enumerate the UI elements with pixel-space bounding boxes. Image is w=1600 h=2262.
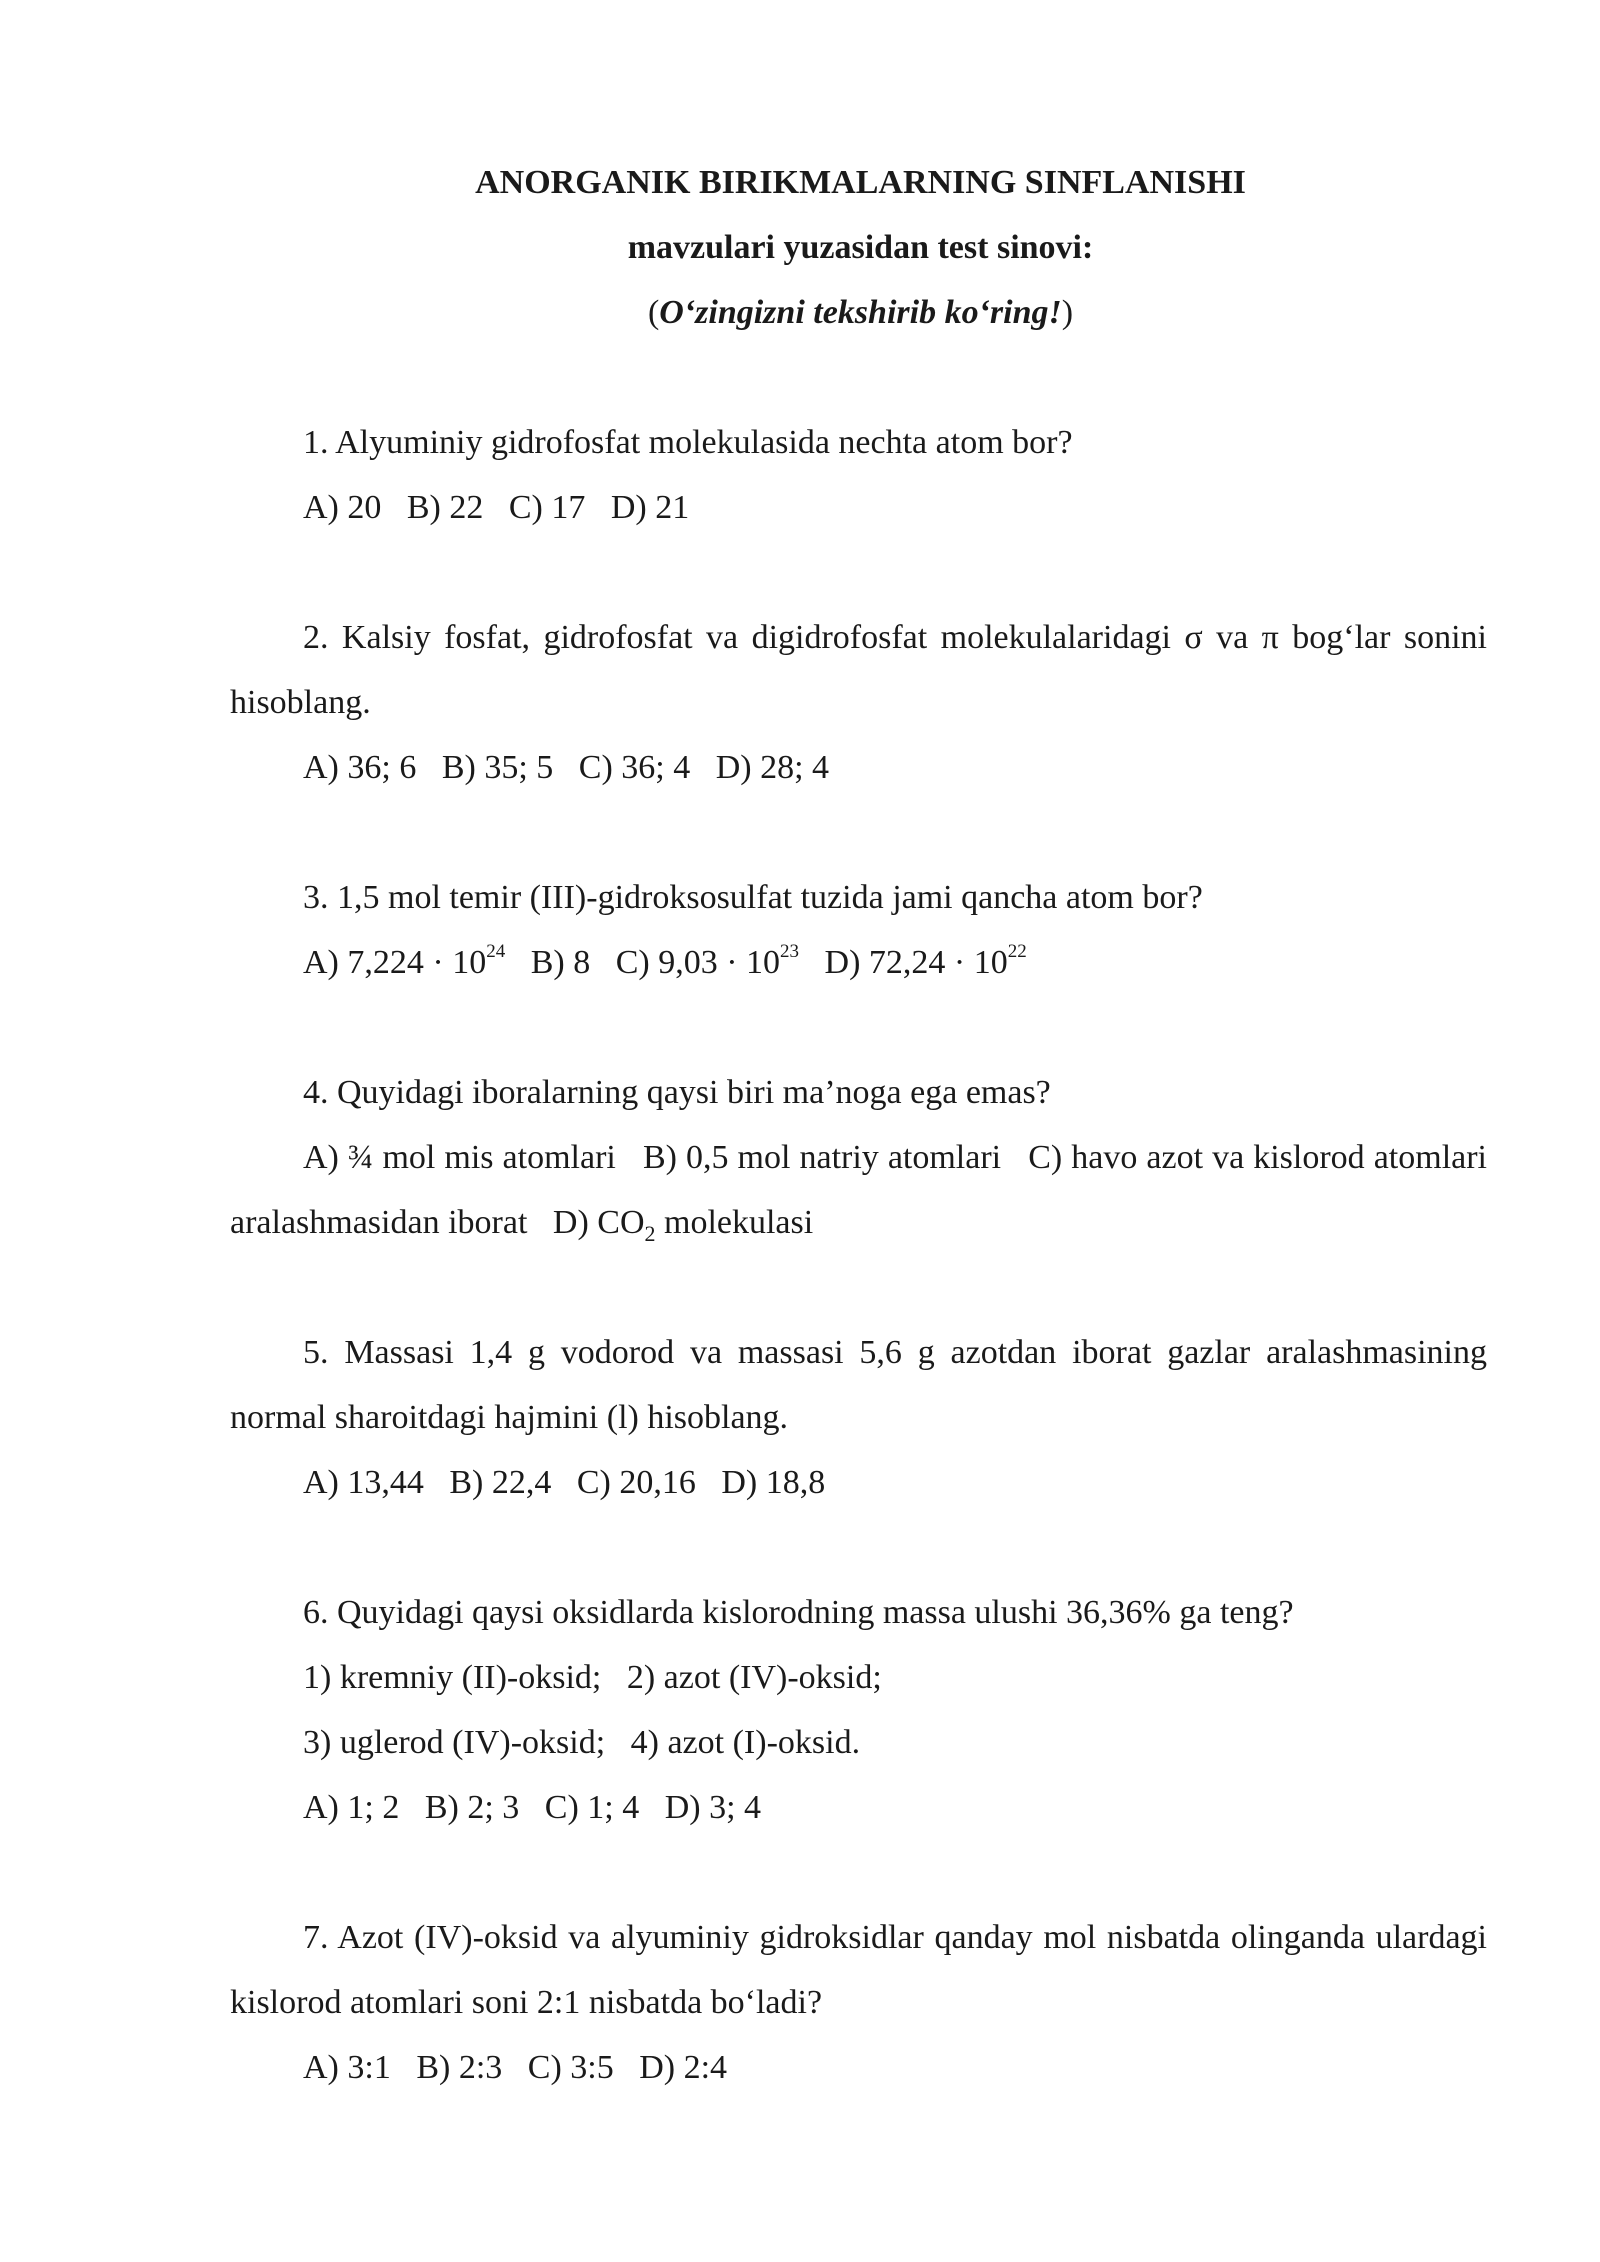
question-5 [230,1320,1487,1515]
note-text: O‘zingizni tekshirib ko‘ring! [659,294,1062,331]
document-page [230,150,1487,2100]
option-d-formula: D) CO [552,1204,645,1241]
answer-options [230,930,1487,995]
question-2 [230,605,1487,800]
answer-options: A) 36; 6 B) 35; 5 C) 36; 4 D) 28; 4 [303,749,830,786]
option-c: C) havo azot va kislorod atomlari aralashmasidan iborat [230,1139,1487,1241]
document-title: ANORGANIK BIRIKMALARNING SINFLANISHI [475,164,1246,201]
option-d-subscript: 2 [644,1220,656,1246]
option-d [552,1204,814,1246]
option-c: C) 9,03 · 10 [615,944,781,981]
statement-line-1: 1) kremniy (II)-oksid; 2) azot (IV)-oksid; [303,1659,882,1696]
option-a: A) ¾ mol mis atomlari [303,1139,616,1176]
question-text: 2. Kalsiy fosfat, gidrofosfat va digidrofosfat molekulalaridagi σ va π bog‘lar sonini hisoblang. [230,619,1487,721]
option-d-exponent: 22 [1007,940,1027,962]
question-text: 7. Azot (IV)-oksid va alyuminiy gidroksidlar qanday mol nisbatda olinganda ulardagi kislorod atomlari soni 2:1 nisbatda bo‘ladi? [230,1919,1487,2021]
answer-options: A) 3:1 B) 2:3 C) 3:5 D) 2:4 [303,2049,728,2086]
question-text: 6. Quyidagi qaysi oksidlarda kislorodning massa ulushi 36,36% ga teng? [303,1594,1294,1631]
question-6 [230,1580,1487,1840]
document-note [234,280,1487,345]
option-a-exponent: 24 [486,940,506,962]
option-a: A) 7,224 · 10 [303,944,487,981]
question-1 [230,410,1487,540]
answer-options [230,1125,1487,1255]
document-header [234,150,1487,345]
note-open-paren: ( [647,294,660,331]
question-3 [230,865,1487,995]
option-b: B) 8 [530,944,591,981]
question-text: 5. Massasi 1,4 g vodorod va massasi 5,6 g azotdan iborat gazlar aralashmasining normal sharoitdagi hajmini (l) hisoblang. [230,1334,1487,1436]
question-text: 4. Quyidagi iboralarning qaysi biri ma’noga ega emas? [303,1074,1051,1111]
question-text: 1. Alyuminiy gidrofosfat molekulasida nechta atom bor? [303,424,1073,461]
option-d-suffix: molekulasi [655,1204,814,1241]
option-c-exponent: 23 [780,940,800,962]
answer-options: A) 13,44 B) 22,4 C) 20,16 D) 18,8 [303,1464,826,1501]
answer-options: A) 1; 2 B) 2; 3 C) 1; 4 D) 3; 4 [303,1789,762,1826]
option-d: D) 72,24 · 10 [824,944,1008,981]
statement-line-2: 3) uglerod (IV)-oksid; 4) azot (I)-oksid. [303,1724,861,1761]
option-b: B) 0,5 mol natriy atomlari [642,1139,1002,1176]
question-4 [230,1060,1487,1255]
answer-options: A) 20 B) 22 C) 17 D) 21 [303,489,690,526]
question-7 [230,1905,1487,2100]
document-subtitle: mavzulari yuzasidan test sinovi: [627,229,1094,266]
question-text: 3. 1,5 mol temir (III)-gidroksosulfat tuzida jami qancha atom bor? [303,879,1203,916]
note-close-paren: ) [1061,294,1074,331]
